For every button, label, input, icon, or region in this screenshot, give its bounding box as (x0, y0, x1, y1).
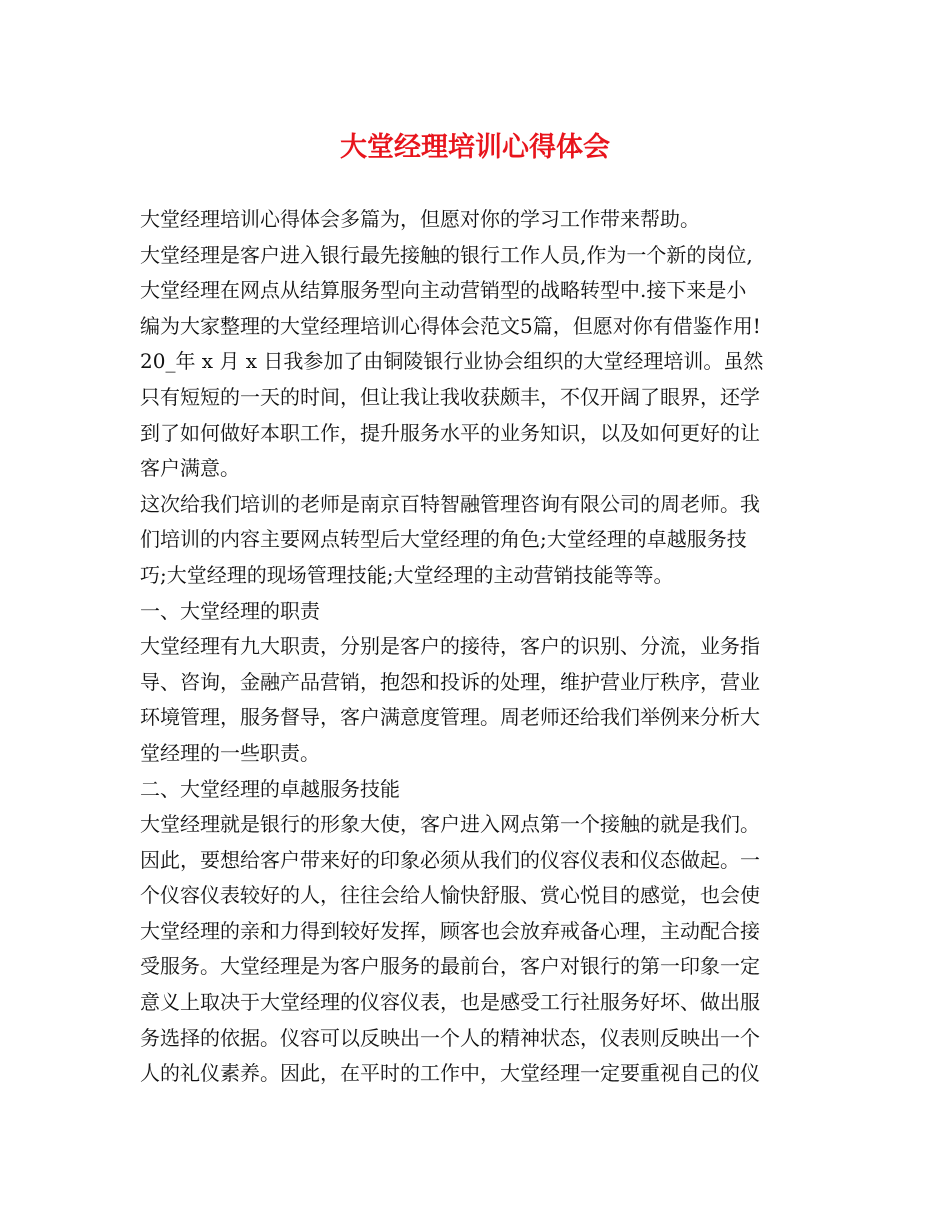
body-line: 大堂经理的亲和力得到较好发挥，顾客也会放弃戒备心理，主动配合接 (140, 918, 760, 943)
body-line: 大堂经理就是银行的形象大使，客户进入网点第一个接触的就是我们。 (140, 812, 760, 837)
body-line: 人的礼仪素养。因此，在平时的工作中，大堂经理一定要重视自己的仪 (140, 1061, 760, 1086)
section-heading: 二、大堂经理的卓越服务技能 (140, 776, 400, 801)
body-line: 20_年 x 月 x 日我参加了由铜陵银行业协会组织的大堂经理培训。虽然 (140, 349, 764, 374)
body-line: 大堂经理有九大职责，分别是客户的接待，客户的识别、分流，业务指 (140, 634, 760, 659)
document-body (140, 202, 820, 1092)
body-line: 意义上取决于大堂经理的仪容仪表，也是感受工行社服务好坏、做出服 (140, 990, 760, 1015)
body-line: 务选择的依据。仪容可以反映出一个人的精神状态，仪表则反映出一个 (140, 1025, 760, 1050)
body-line: 个仪容仪表较好的人，往往会给人愉快舒服、赏心悦目的感觉，也会使 (140, 883, 760, 908)
body-line: 到了如何做好本职工作，提升服务水平的业务知识，以及如何更好的让 (140, 420, 760, 445)
body-line: 受服务。大堂经理是为客户服务的最前台，客户对银行的第一印象一定 (140, 954, 760, 979)
document-title: 大堂经理培训心得体会 (340, 132, 610, 163)
body-line: 大堂经理是客户进入银行最先接触的银行工作人员,作为一个新的岗位, (140, 242, 753, 267)
body-line: 这次给我们培训的老师是南京百特智融管理咨询有限公司的周老师。我 (140, 491, 760, 516)
body-line: 因此，要想给客户带来好的印象必须从我们的仪容仪表和仪态做起。一 (140, 847, 760, 872)
body-line: 巧;大堂经理的现场管理技能;大堂经理的主动营销技能等等。 (140, 562, 674, 587)
body-line: 堂经理的一些职责。 (140, 740, 320, 765)
body-line: 大堂经理在网点从结算服务型向主动营销型的战略转型中.接下来是小 (140, 278, 747, 303)
body-line: 环境管理，服务督导，客户满意度管理。周老师还给我们举例来分析大 (140, 705, 760, 730)
body-line: 大堂经理培训心得体会多篇为，但愿对你的学习工作带来帮助。 (140, 207, 700, 231)
section-heading: 一、大堂经理的职责 (140, 598, 320, 623)
body-line: 只有短短的一天的时间，但让我让我收获颇丰，不仅开阔了眼界，还学 (140, 384, 760, 409)
body-line: 们培训的内容主要网点转型后大堂经理的角色;大堂经理的卓越服务技 (140, 527, 747, 552)
body-line: 编为大家整理的大堂经理培训心得体会范文5篇，但愿对你有借鉴作用! (140, 313, 761, 338)
body-line: 导、咨询，金融产品营销，抱怨和投诉的处理，维护营业厅秩序，营业 (140, 669, 760, 694)
body-line: 客户满意。 (140, 456, 240, 481)
